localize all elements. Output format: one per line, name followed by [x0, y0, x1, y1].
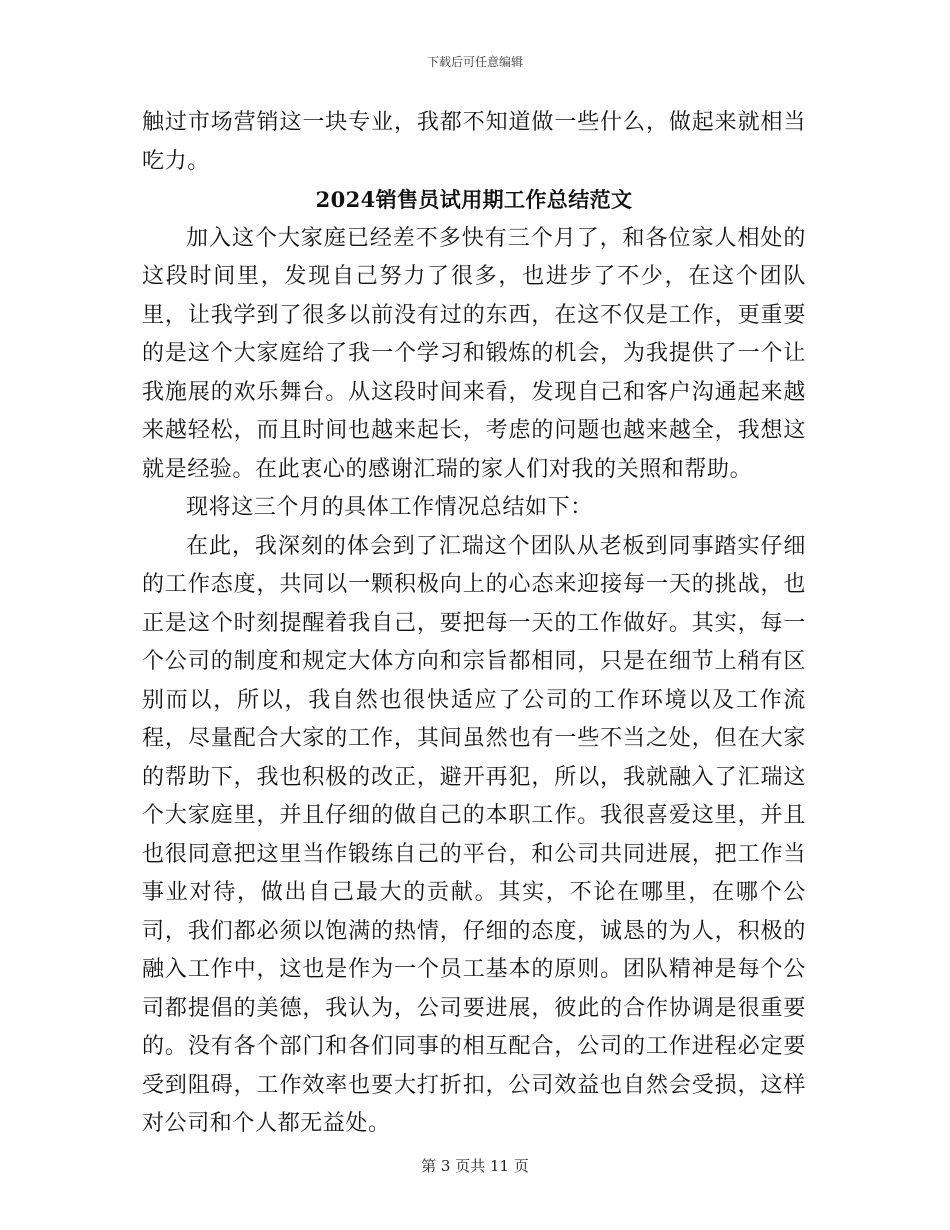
body-paragraph-1: 加入这个大家庭已经差不多快有三个月了，和各位家人相处的这段时间里，发现自己努力了很多，也进步了不少，在这个团队里，让我学到了很多以前没有过的东西，在这不仅是工作，更重要的是这个大家庭给了我一个学习和锻炼的机会，为我提供了一个让我施展的欢乐舞台。从这段时间来看，发现自己和客户沟通起来越来越轻松，而且时间也越来起长，考虑的问题也越来越全，我想这就是经验。在此衷心的感谢汇瑞的家人们对我的关照和帮助。: [142, 225, 806, 482]
page-number-footer: 第 3 页共 11 页: [421, 1157, 529, 1175]
document-title: 2024销售员试用期工作总结范文: [315, 187, 633, 212]
body-paragraph-2: 现将这三个月的具体工作情况总结如下：: [186, 495, 593, 520]
body-paragraph-3: 在此，我深刻的体会到了汇瑞这个团队从老板到同事踏实仔细的工作态度，共同以一颗积极向上的心态来迎接每一天的挑战，也正是这个时刻提醒着我自己，要把每一天的工作做好。其实，每一个公司的制度和规定大体方向和宗旨都相同，只是在细节上稍有区别而以，所以，我自然也很快适应了公司的工作环境以及工作流程，尽量配合大家的工作，其间虽然也有一些不当之处，但在大家的帮助下，我也积极的改正，避开再犯，所以，我就融入了汇瑞这个大家庭里，并且仔细的做自己的本职工作。我很喜爱这里，并且也很同意把这里当作锻练自己的平台，和公司共同进展，把工作当事业对待，做出自己最大的贡献。其实，不论在哪里，在哪个公司，我们都必须以饱满的热情，仔细的态度，诚恳的为人，积极的融入工作中，这也是作为一个员工基本的原则。团队精神是每个公司都提倡的美德，我认为，公司要进展，彼此的合作协调是很重要的。没有各个部门和各们同事的相互配合，公司的工作进程必定要受到阻碍，工作效率也要大打折扣，公司效益也自然会受损，这样对公司和个人都无益处。: [142, 533, 806, 1136]
document-body: [142, 104, 806, 1144]
carryover-paragraph: 触过市场营销这一块专业，我都不知道做一些什么，做起来就相当吃力。: [142, 110, 806, 174]
page-header-note: 下载后可任意编辑: [426, 55, 523, 69]
